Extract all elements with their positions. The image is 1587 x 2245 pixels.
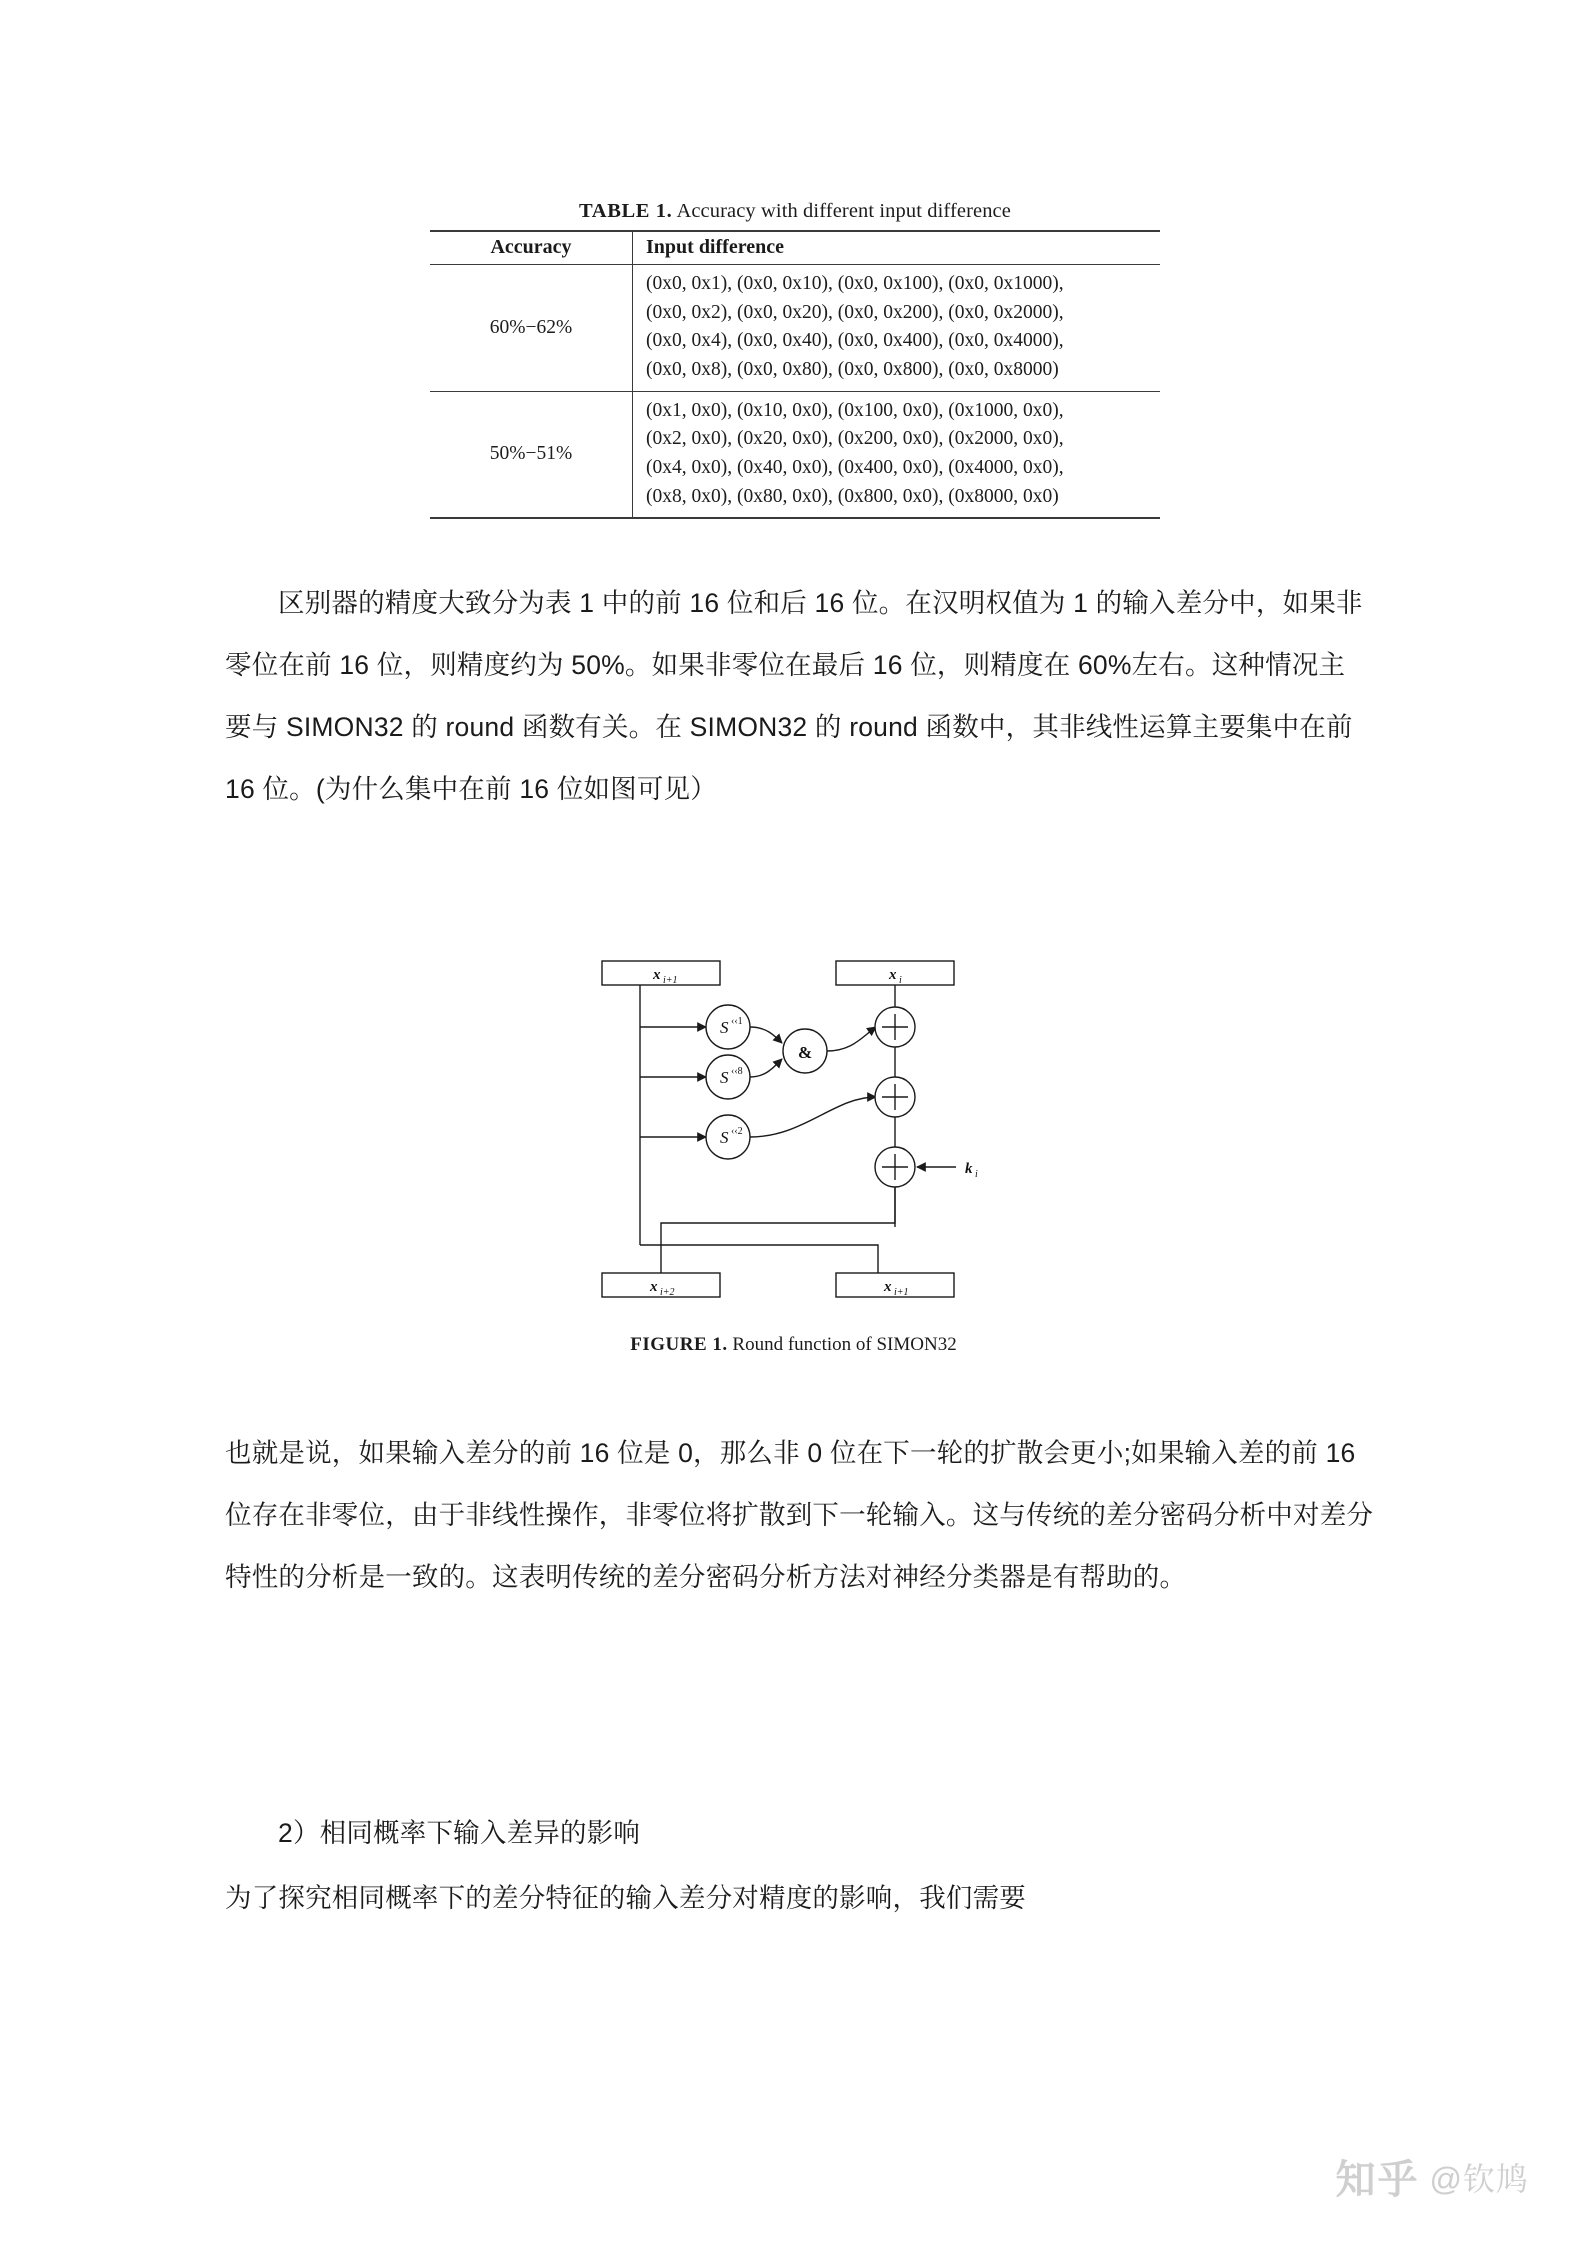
label-round-key: k (964, 1161, 972, 1177)
paragraph-2: 也就是说，如果输入差分的前 16 位是 0，那么非 0 位在下一轮的扩散会更小;如果输入差的前 16 位存在非零位，由于非线性操作，非零位将扩散到下一轮输入。这与传统的差分密码分析中对差分特性的分析是一致的。这表明传统的差分密码分析方法对神经分类器是有帮助的。 (225, 1437, 1374, 1592)
diff-line: (0x0, 0x1), (0x0, 0x10), (0x0, 0x100), (0x0, 0x1000), (646, 273, 1064, 294)
column-header-accuracy: Accuracy (430, 231, 633, 265)
figure-caption (0, 1334, 1587, 1356)
table-caption (430, 200, 1160, 223)
simon32-round-function-diagram (584, 955, 1004, 1315)
figure-1-block (0, 955, 1587, 1356)
accuracy-table (430, 230, 1160, 519)
label-bottom-left-sub: i+2 (659, 1287, 675, 1298)
label-top-right-box: x (888, 967, 896, 983)
label-round-key-sub: i (974, 1169, 978, 1180)
label-bottom-left-box: x (649, 1279, 657, 1295)
label-top-left-box: x (652, 967, 660, 983)
label-top-right-sub: i (898, 975, 902, 986)
table-body (430, 265, 1160, 519)
paragraph-3 (225, 1802, 1375, 1864)
paragraph-3-text: 2）相同概率下输入差异的影响 (278, 1817, 641, 1848)
paragraph-1-text: 区别器的精度大致分为表 1 中的前 16 位和后 16 位。在汉明权值为 1 的输入差分中，如果非零位在前 16 位，则精度约为 50%。如果非零位在最后 16 位，则精度在 60%左右。这种情况主要与 SIMON32 的 round 函数有关。在 SIMON32 的 round 函数中，其非线性运算主要集中在前 16 位。(为什么集中在前 16 位如图可见） (225, 587, 1363, 804)
table-header-row (430, 231, 1160, 265)
diagram-svg (584, 955, 1004, 1315)
paragraph-4: 为了探究相同概率下的差分特征的输入差分对精度的影响，我们需要 (225, 1882, 1026, 1913)
diff-line: (0x1, 0x0), (0x10, 0x0), (0x100, 0x0), (0x1000, 0x0), (646, 399, 1064, 421)
label-shift-1-sup: ‹‹1 (730, 1016, 743, 1027)
diff-line: (0x0, 0x2), (0x0, 0x20), (0x0, 0x200), (0x0, 0x2000), (646, 301, 1064, 323)
diff-line: (0x8, 0x0), (0x80, 0x0), (0x800, 0x0), (0x8000, 0x0) (646, 485, 1059, 507)
paragraph-1 (225, 572, 1370, 820)
zhihu-logo: 知乎 (1335, 2158, 1420, 2202)
label-top-left-sub: i+1 (662, 975, 678, 986)
cell-input-differences (633, 391, 1161, 518)
figure-caption-text: Round function of SIMON32 (732, 1334, 957, 1355)
diff-line: (0x4, 0x0), (0x40, 0x0), (0x400, 0x0), (0x4000, 0x0), (646, 456, 1064, 478)
cell-accuracy-range: 50%−51% (430, 391, 633, 518)
label-bottom-right-sub: i+1 (893, 1287, 909, 1298)
table-head (430, 231, 1160, 265)
label-shift-1: S (719, 1018, 728, 1037)
table-caption-label: TABLE 1. (579, 200, 673, 222)
figure-caption-label: FIGURE 1. (630, 1334, 728, 1355)
label-shift-8-sup: ‹‹8 (730, 1066, 743, 1077)
label-shift-8: S (719, 1068, 728, 1087)
label-shift-2-sup: ‹‹2 (730, 1126, 743, 1137)
table-1-block (430, 200, 1160, 519)
diff-line: (0x2, 0x0), (0x20, 0x0), (0x200, 0x0), (0x2000, 0x0), (646, 428, 1064, 450)
diff-line: (0x0, 0x8), (0x0, 0x80), (0x0, 0x800), (0x0, 0x8000) (646, 358, 1059, 380)
table-caption-text: Accuracy with different input difference (676, 200, 1011, 222)
column-header-input-difference: Input difference (633, 231, 1161, 265)
label-shift-2: S (719, 1128, 728, 1147)
table-row (430, 391, 1160, 518)
label-and-gate: & (797, 1043, 812, 1062)
cell-input-differences (633, 265, 1161, 392)
watermark-handle: @钦鸠 (1429, 2160, 1529, 2197)
table-row (430, 265, 1160, 392)
label-bottom-right-box: x (883, 1279, 891, 1295)
cell-accuracy-range: 60%−62% (430, 265, 633, 392)
watermark (1336, 2148, 1530, 2205)
diff-line: (0x0, 0x4), (0x0, 0x40), (0x0, 0x400), (0x0, 0x4000), (646, 330, 1064, 352)
